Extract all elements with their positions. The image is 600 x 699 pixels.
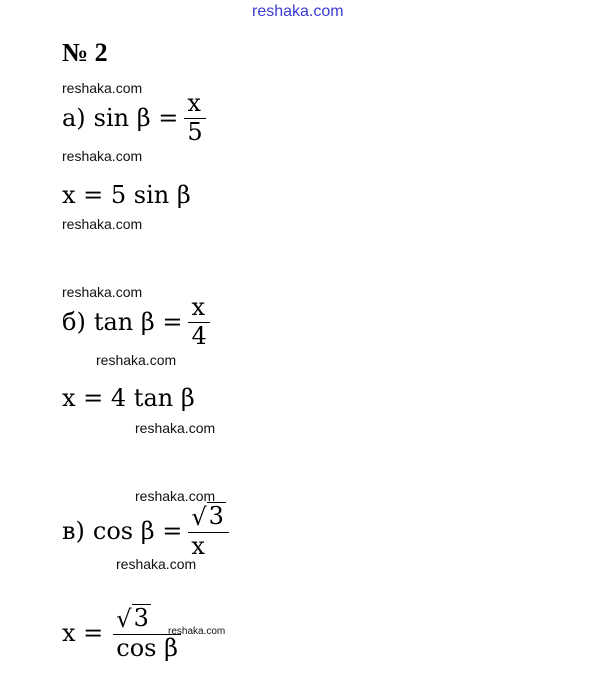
fraction-c <box>188 502 229 561</box>
sqrt-sign: √ <box>116 605 132 634</box>
equation-a <box>62 90 206 146</box>
part-b-lhs: tan β = <box>93 308 183 337</box>
fraction-c-numerator <box>188 502 229 532</box>
watermark: reshaka.com <box>62 284 143 300</box>
radicand: 3 <box>133 604 149 632</box>
part-c-lhs: cos β = <box>92 517 183 546</box>
watermark-small: reshaka.com <box>168 626 226 637</box>
equation-c <box>62 502 229 561</box>
watermark: reshaka.com <box>62 148 143 164</box>
watermark-top: reshaka.com <box>252 3 344 20</box>
watermark: reshaka.com <box>62 216 143 232</box>
solution-c <box>62 604 181 663</box>
equation-b <box>62 294 210 350</box>
fraction-b-numerator: x <box>191 293 206 321</box>
fraction-b <box>188 294 209 350</box>
solution-a: x = 5 sin β <box>62 181 191 209</box>
sqrt-expression <box>191 502 226 532</box>
part-a-label: а) <box>62 104 86 133</box>
sqrt-expression <box>116 604 151 634</box>
fraction-b-denominator: 4 <box>191 321 207 350</box>
fraction-a <box>184 90 205 146</box>
fraction-a-denominator: 5 <box>187 117 203 146</box>
sqrt-sign: √ <box>191 503 207 532</box>
part-b-label: б) <box>62 308 86 337</box>
solution-b: x = 4 tan β <box>62 384 195 412</box>
watermark: reshaka.com <box>135 488 216 504</box>
watermark: reshaka.com <box>96 352 177 368</box>
part-c-label: в) <box>62 517 85 546</box>
fraction-c-denominator: x <box>191 531 205 560</box>
part-a-lhs: sin β = <box>93 104 179 133</box>
watermark: reshaka.com <box>135 420 216 436</box>
watermark: reshaka.com <box>62 80 143 96</box>
radicand: 3 <box>208 502 224 530</box>
problem-number: № 2 <box>62 38 108 67</box>
fraction-c-solution-denominator: cos β <box>116 633 178 662</box>
fraction-a-numerator: x <box>187 89 201 117</box>
solution-c-lhs: x = <box>62 619 104 648</box>
watermark: reshaka.com <box>116 556 197 572</box>
